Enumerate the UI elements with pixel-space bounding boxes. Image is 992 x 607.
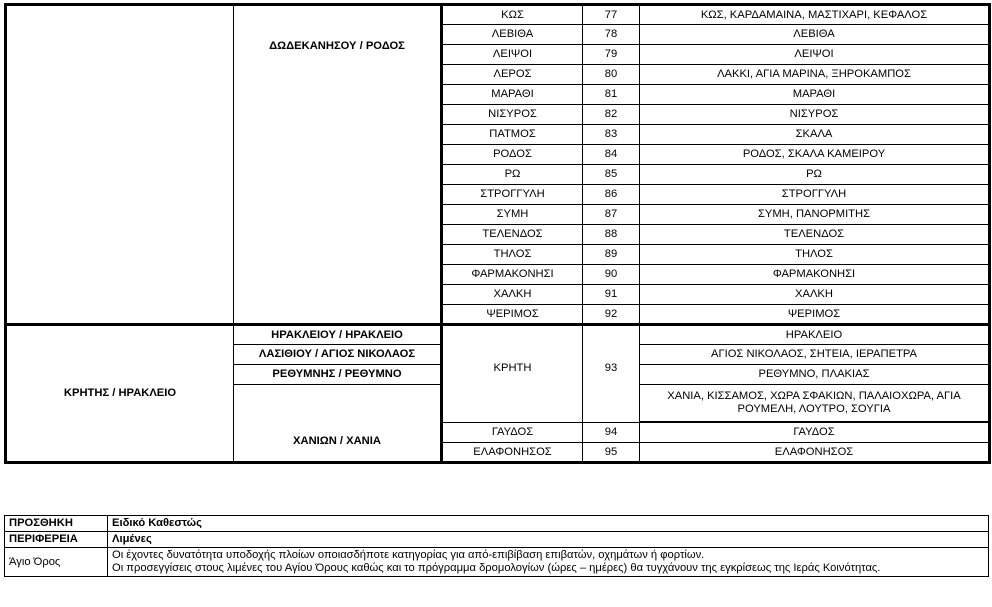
special-status-table — [4, 515, 989, 577]
code-cell: 82 — [583, 105, 640, 125]
header-value-ports: Λιμένες — [108, 532, 989, 548]
ports-cell: ΡΩ — [640, 165, 990, 185]
island-cell: ΤΕΛΕΝΔΟΣ — [442, 225, 583, 245]
ports-cell: ΤΕΛΕΝΔΟΣ — [640, 225, 990, 245]
island-cell: ΛΕΙΨΟΙ — [442, 45, 583, 65]
code-cell: 87 — [583, 205, 640, 225]
code-cell: 80 — [583, 65, 640, 85]
prefecture-heraklion: ΗΡΑΚΛΕΙΟΥ / ΗΡΑΚΛΕΙΟ — [234, 325, 442, 345]
region-cell-empty — [6, 5, 234, 325]
dodecanese-rows — [6, 5, 990, 325]
code-cell-crete: 93 — [583, 325, 640, 423]
prefecture-lasithi: ΛΑΣΙΘΙΟΥ / ΑΓΙΟΣ ΝΙΚΟΛΑΟΣ — [234, 345, 442, 365]
island-cell: ΜΑΡΑΘΙ — [442, 85, 583, 105]
ports-cell: ΧΑΝΙΑ, ΚΙΣΣΑΜΟΣ, ΧΩΡΑ ΣΦΑΚΙΩΝ, ΠΑΛΑΙΟΧΩΡΑ, ΑΓΙΑ ΡΟΥΜΕΛΗ, ΛΟΥΤΡΟ, ΣΟΥΓΙΑ — [640, 385, 990, 422]
island-cell: ΣΤΡΟΓΓΥΛΗ — [442, 185, 583, 205]
header-value-special-status: Ειδικό Καθεστώς — [108, 516, 989, 532]
ports-cell: ΤΗΛΟΣ — [640, 245, 990, 265]
ports-cell: ΦΑΡΜΑΚΟΝΗΣΙ — [640, 265, 990, 285]
prefecture-rethymno: ΡΕΘΥΜΝΗΣ / ΡΕΘΥΜΝΟ — [234, 365, 442, 385]
code-cell: 81 — [583, 85, 640, 105]
table-row — [5, 548, 989, 577]
code-cell: 83 — [583, 125, 640, 145]
ports-cell: ΗΡΑΚΛΕΙΟ — [640, 325, 990, 345]
ports-cell: ΑΓΙΟΣ ΝΙΚΟΛΑΟΣ, ΣΗΤΕΙΑ, ΙΕΡΑΠΕΤΡΑ — [640, 345, 990, 365]
table-row — [6, 325, 990, 345]
ports-cell: ΛΑΚΚΙ, ΑΓΙΑ ΜΑΡΙΝΑ, ΞΗΡΟΚΑΜΠΟΣ — [640, 65, 990, 85]
row-label-mount-athos: Άγιο Όρος — [5, 548, 108, 577]
row-description — [108, 548, 989, 577]
island-cell: ΛΕΒΙΘΑ — [442, 25, 583, 45]
code-cell: 91 — [583, 285, 640, 305]
ports-cell: ΡΟΔΟΣ, ΣΚΑΛΑ ΚΑΜΕΙΡΟΥ — [640, 145, 990, 165]
ports-cell: ΛΕΒΙΘΑ — [640, 25, 990, 45]
header-label-region: ΠΕΡΙΦΕΡΕΙΑ — [5, 532, 108, 548]
prefecture-dodecanese: ΔΩΔΕΚΑΝΗΣΟΥ / ΡΟΔΟΣ — [234, 5, 442, 325]
description-line-1: Οι έχοντες δυνατότητα υποδοχής πλοίων οποιασδήποτε κατηγορίας για από-επιβίβαση επιβατών, οχημάτων ή φορτίων. — [112, 549, 705, 561]
island-cell: ΝΙΣΥΡΟΣ — [442, 105, 583, 125]
code-cell: 95 — [583, 443, 640, 463]
island-cell: ΠΑΤΜΟΣ — [442, 125, 583, 145]
table-row — [6, 5, 990, 25]
island-cell-crete: ΚΡΗΤΗ — [442, 325, 583, 423]
island-cell: ΦΑΡΜΑΚΟΝΗΣΙ — [442, 265, 583, 285]
ports-cell: ΣΥΜΗ, ΠΑΝΟΡΜΙΤΗΣ — [640, 205, 990, 225]
header-label-addition: ΠΡΟΣΘΗΚΗ — [5, 516, 108, 532]
ports-cell: ΧΑΛΚΗ — [640, 285, 990, 305]
code-cell: 88 — [583, 225, 640, 245]
island-cell: ΡΩ — [442, 165, 583, 185]
prefecture-chania: ΧΑΝΙΩΝ / ΧΑΝΙΑ — [234, 385, 442, 463]
code-cell: 89 — [583, 245, 640, 265]
ports-cell: ΓΑΥΔΟΣ — [640, 423, 990, 443]
code-cell: 78 — [583, 25, 640, 45]
island-cell: ΡΟΔΟΣ — [442, 145, 583, 165]
ports-table — [4, 3, 991, 464]
ports-cell: ΣΤΡΟΓΓΥΛΗ — [640, 185, 990, 205]
code-cell: 85 — [583, 165, 640, 185]
code-cell: 92 — [583, 305, 640, 325]
ports-cell: ΜΑΡΑΘΙ — [640, 85, 990, 105]
island-cell: ΓΑΥΔΟΣ — [442, 423, 583, 443]
island-cell: ΧΑΛΚΗ — [442, 285, 583, 305]
code-cell: 77 — [583, 5, 640, 25]
ports-cell: ΨΕΡΙΜΟΣ — [640, 305, 990, 325]
island-cell: ΚΩΣ — [442, 5, 583, 25]
ports-cell: ΡΕΘΥΜΝΟ, ΠΛΑΚΙΑΣ — [640, 365, 990, 385]
ports-cell: ΣΚΑΛΑ — [640, 125, 990, 145]
table-row — [5, 532, 989, 548]
code-cell: 90 — [583, 265, 640, 285]
code-cell: 86 — [583, 185, 640, 205]
crete-rows — [6, 325, 990, 463]
code-cell: 94 — [583, 423, 640, 443]
code-cell: 84 — [583, 145, 640, 165]
ports-cell: ΛΕΙΨΟΙ — [640, 45, 990, 65]
ports-cell: ΝΙΣΥΡΟΣ — [640, 105, 990, 125]
description-line-2: Οι προσεγγίσεις στους λιμένες του Αγίου Όρους καθώς και το πρόγραμμα δρομολογίων (ώρες – ημέρες) θα τυγχάνουν της εγκρίσεως της Ιεράς Κοινότητας. — [112, 562, 881, 574]
island-cell: ΛΕΡΟΣ — [442, 65, 583, 85]
island-cell: ΣΥΜΗ — [442, 205, 583, 225]
code-cell: 79 — [583, 45, 640, 65]
region-crete: ΚΡΗΤΗΣ / ΗΡΑΚΛΕΙΟ — [6, 325, 234, 463]
island-cell: ΕΛΑΦΟΝΗΣΟΣ — [442, 443, 583, 463]
ports-cell: ΕΛΑΦΟΝΗΣΟΣ — [640, 443, 990, 463]
island-cell: ΨΕΡΙΜΟΣ — [442, 305, 583, 325]
ports-cell: ΚΩΣ, ΚΑΡΔΑΜΑΙΝΑ, ΜΑΣΤΙΧΑΡΙ, ΚΕΦΑΛΟΣ — [640, 5, 990, 25]
island-cell: ΤΗΛΟΣ — [442, 245, 583, 265]
table-row — [5, 516, 989, 532]
